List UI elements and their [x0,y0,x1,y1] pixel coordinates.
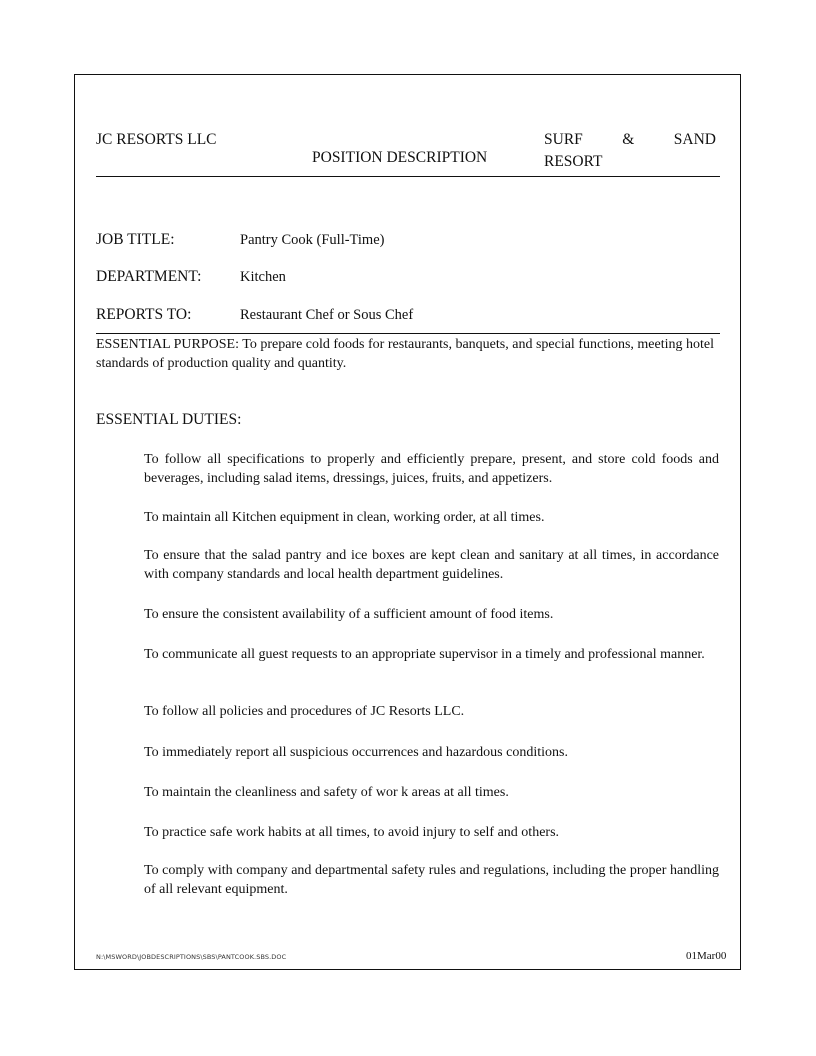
duty-item: To communicate all guest requests to an appropriate supervisor in a timely and professional manner. [144,647,705,662]
job-title-value: Pantry Cook (Full-Time) [240,232,385,248]
header-rule [96,176,720,177]
job-title-label: JOB TITLE: [96,231,175,248]
reports-to-value: Restaurant Chef or Sous Chef [240,307,414,323]
duty-item: To ensure the consistent availability of a sufficient amount of food items. [144,607,554,622]
resort-word-surf: SURF [544,131,583,148]
resort-word-sand: SAND [673,131,716,148]
fields-rule [96,333,720,334]
duty-item: To ensure that the salad pantry and ice boxes are kept clean and sanitary at all times, in accordance with company standards and local health department guidelines. [144,548,719,582]
duty-item: To maintain all Kitchen equipment in clean, working order, at all times. [144,510,545,525]
duty-item: To follow all policies and procedures of JC Resorts LLC. [144,704,465,719]
resort-word-ampersand: & [622,131,635,148]
essential-purpose: ESSENTIAL PURPOSE: To prepare cold foods for restaurants, banquets, and special functions, meeting hotel standards of production quality and quantity. [96,337,715,371]
duty-item: To practice safe work habits at all times, to avoid injury to self and others. [144,825,560,840]
duty-item: To follow all specifications to properly and efficiently prepare, present, and store cold foods and beverages, including salad items, dressings, juices, fruits, and appetizers. [144,452,719,486]
reports-to-label: REPORTS TO: [96,306,192,323]
resort-name-line1 [544,130,716,150]
company-name: JC RESORTS LLC [96,131,217,148]
document-type: POSITION DESCRIPTION [312,149,488,166]
department-label: DEPARTMENT: [96,268,202,285]
duty-item: To maintain the cleanliness and safety of wor k areas at all times. [144,785,509,800]
duty-item: To immediately report all suspicious occurrences and hazardous conditions. [144,745,568,760]
footer-date: 01Mar00 [686,950,727,962]
essential-duties-heading: ESSENTIAL DUTIES: [96,411,242,428]
resort-name-line2: RESORT [544,153,603,170]
footer-file-path: N:\MSWORD\JOBDESCRIPTIONS\SBS\PANTCOOK.SBS.DOC [96,953,287,961]
department-value: Kitchen [240,269,286,285]
duty-item: To comply with company and departmental safety rules and regulations, including the proper handling of all relevant equipment. [144,863,719,897]
